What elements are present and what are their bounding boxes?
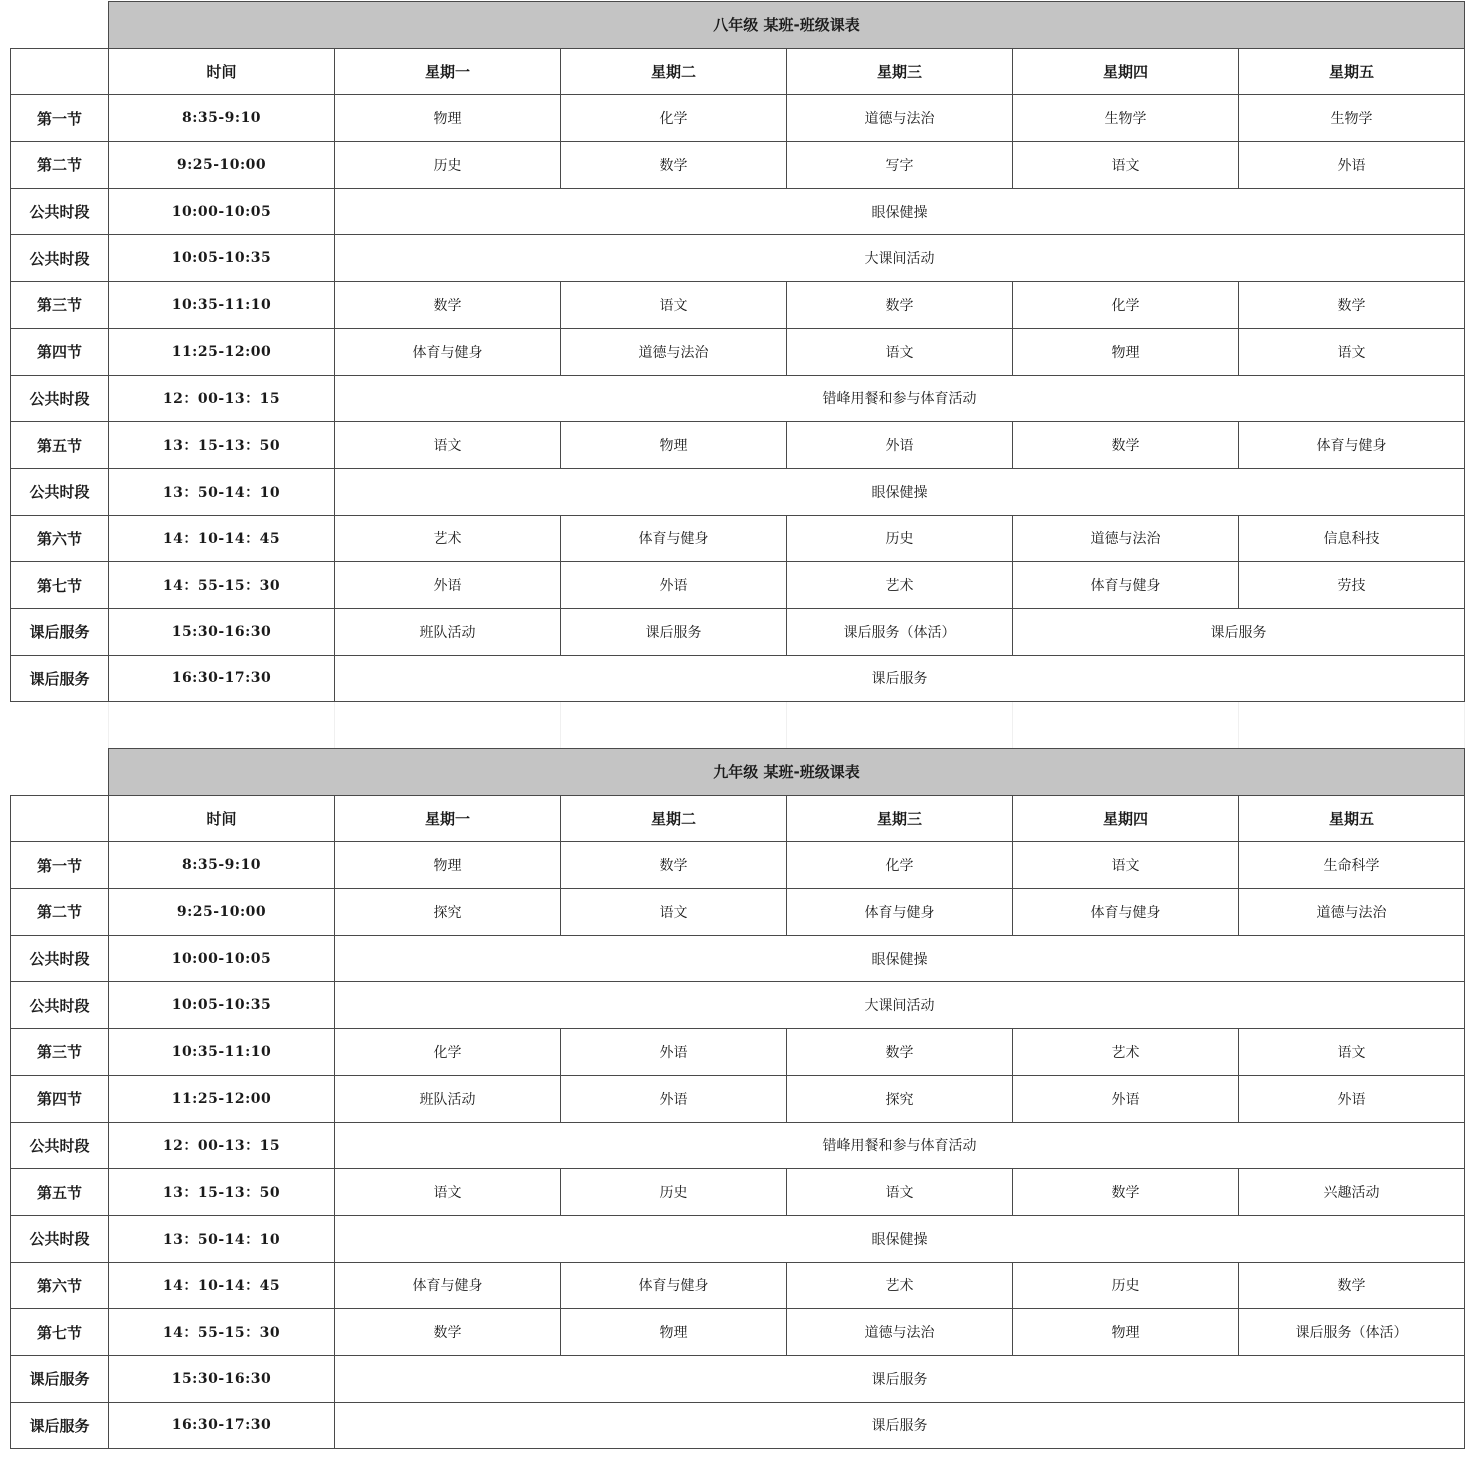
period-label: 第五节 <box>11 1169 109 1216</box>
table-gap <box>10 702 1465 748</box>
subject-cell: 道德与法治 <box>787 95 1013 142</box>
corner-cell <box>11 749 109 796</box>
time-range: 10:35-11:10 <box>109 282 335 329</box>
subject-cell: 数学 <box>1013 422 1239 469</box>
time-range: 10:05-10:35 <box>109 982 335 1029</box>
weekday-header: 星期四 <box>1013 48 1239 95</box>
subject-cell: 数学 <box>1013 1169 1239 1216</box>
subject-cell: 体育与健身 <box>1239 422 1465 469</box>
weekday-header: 星期五 <box>1239 48 1465 95</box>
table-title: 八年级 某班-班级课表 <box>109 2 1465 49</box>
subject-cell: 体育与健身 <box>335 328 561 375</box>
subject-cell: 语文 <box>787 1169 1013 1216</box>
time-range: 14：10-14：45 <box>109 1262 335 1309</box>
time-range: 13：50-14：10 <box>109 468 335 515</box>
time-range: 10:00-10:05 <box>109 188 335 235</box>
time-range: 13：15-13：50 <box>109 1169 335 1216</box>
title-row <box>11 749 1465 796</box>
merged-activity-cell: 课后服务 <box>335 1355 1465 1402</box>
subject-cell: 数学 <box>787 282 1013 329</box>
subject-cell: 生物学 <box>1013 95 1239 142</box>
time-range: 11:25-12:00 <box>109 328 335 375</box>
subject-cell: 体育与健身 <box>335 1262 561 1309</box>
time-range: 8:35-9:10 <box>109 842 335 889</box>
subject-cell: 语文 <box>335 1169 561 1216</box>
table-row <box>11 1029 1465 1076</box>
period-label: 第一节 <box>11 842 109 889</box>
subject-cell: 道德与法治 <box>1239 889 1465 936</box>
header-corner-cell <box>11 795 109 842</box>
subject-cell: 语文 <box>1013 142 1239 189</box>
merged-activity-cell: 大课间活动 <box>335 982 1465 1029</box>
weekday-header: 星期四 <box>1013 795 1239 842</box>
period-label: 第一节 <box>11 95 109 142</box>
subject-cell: 体育与健身 <box>1013 562 1239 609</box>
weekday-header: 星期二 <box>561 48 787 95</box>
subject-cell: 物理 <box>1013 328 1239 375</box>
time-range: 8:35-9:10 <box>109 95 335 142</box>
period-label: 公共时段 <box>11 375 109 422</box>
merged-activity-cell: 课后服务 <box>335 1402 1465 1449</box>
subject-cell: 探究 <box>787 1075 1013 1122</box>
subject-cell: 物理 <box>561 1309 787 1356</box>
table-row <box>11 562 1465 609</box>
subject-cell: 外语 <box>1239 1075 1465 1122</box>
time-range: 14：10-14：45 <box>109 515 335 562</box>
subject-cell: 体育与健身 <box>1013 889 1239 936</box>
table-row <box>11 95 1465 142</box>
merged-activity-cell: 眼保健操 <box>335 935 1465 982</box>
subject-cell: 信息科技 <box>1239 515 1465 562</box>
time-range: 14：55-15：30 <box>109 562 335 609</box>
header-corner-cell <box>11 48 109 95</box>
table-row <box>11 282 1465 329</box>
subject-cell: 化学 <box>1013 282 1239 329</box>
time-range: 15:30-16:30 <box>109 1355 335 1402</box>
subject-cell: 数学 <box>1239 1262 1465 1309</box>
merged-activity-cell: 眼保健操 <box>335 468 1465 515</box>
time-range: 11:25-12:00 <box>109 1075 335 1122</box>
subject-cell: 历史 <box>335 142 561 189</box>
subject-cell: 数学 <box>1239 282 1465 329</box>
time-range: 14：55-15：30 <box>109 1309 335 1356</box>
table-row <box>11 655 1465 702</box>
subject-cell: 劳技 <box>1239 562 1465 609</box>
subject-cell: 生物学 <box>1239 95 1465 142</box>
subject-cell: 课后服务（体活） <box>1239 1309 1465 1356</box>
period-label: 第二节 <box>11 889 109 936</box>
period-label: 第六节 <box>11 515 109 562</box>
table-row <box>11 1169 1465 1216</box>
period-label: 公共时段 <box>11 468 109 515</box>
subject-cell: 班队活动 <box>335 1075 561 1122</box>
weekday-header: 星期一 <box>335 48 561 95</box>
period-label: 课后服务 <box>11 655 109 702</box>
subject-cell: 外语 <box>335 562 561 609</box>
time-range: 16:30-17:30 <box>109 1402 335 1449</box>
merged-activity-cell: 眼保健操 <box>335 1215 1465 1262</box>
time-range: 10:35-11:10 <box>109 1029 335 1076</box>
subject-cell: 体育与健身 <box>787 889 1013 936</box>
subject-cell: 语文 <box>1239 328 1465 375</box>
subject-cell: 道德与法治 <box>561 328 787 375</box>
subject-cell: 历史 <box>1013 1262 1239 1309</box>
table-row <box>11 842 1465 889</box>
subject-cell: 外语 <box>561 1075 787 1122</box>
subject-cell: 历史 <box>787 515 1013 562</box>
weekday-header: 星期二 <box>561 795 787 842</box>
time-range: 16:30-17:30 <box>109 655 335 702</box>
header-row <box>11 48 1465 95</box>
weekday-header: 星期三 <box>787 795 1013 842</box>
subject-cell: 艺术 <box>787 1262 1013 1309</box>
subject-cell: 数学 <box>561 842 787 889</box>
grade8-timetable <box>10 1 1465 702</box>
subject-cell: 物理 <box>335 95 561 142</box>
subject-cell: 数学 <box>335 282 561 329</box>
subject-cell: 外语 <box>1239 142 1465 189</box>
merged-activity-cell: 错峰用餐和参与体育活动 <box>335 375 1465 422</box>
subject-cell: 课后服务（体活） <box>787 608 1013 655</box>
subject-cell: 化学 <box>787 842 1013 889</box>
period-label: 第四节 <box>11 328 109 375</box>
subject-cell: 兴趣活动 <box>1239 1169 1465 1216</box>
subject-cell: 数学 <box>787 1029 1013 1076</box>
subject-cell: 物理 <box>335 842 561 889</box>
table-row <box>11 1122 1465 1169</box>
table-row <box>11 1075 1465 1122</box>
table-row <box>11 1355 1465 1402</box>
title-row <box>11 2 1465 49</box>
header-row <box>11 795 1465 842</box>
subject-cell: 语文 <box>561 282 787 329</box>
subject-cell: 生命科学 <box>1239 842 1465 889</box>
subject-cell: 艺术 <box>1013 1029 1239 1076</box>
period-label: 第二节 <box>11 142 109 189</box>
subject-cell: 物理 <box>1013 1309 1239 1356</box>
period-label: 第五节 <box>11 422 109 469</box>
table-row <box>11 515 1465 562</box>
table-row <box>11 935 1465 982</box>
period-label: 公共时段 <box>11 188 109 235</box>
subject-cell: 数学 <box>335 1309 561 1356</box>
time-column-header: 时间 <box>109 795 335 842</box>
period-label: 公共时段 <box>11 1215 109 1262</box>
table-row <box>11 328 1465 375</box>
table-title: 九年级 某班-班级课表 <box>109 749 1465 796</box>
merged-activity-cell: 课后服务 <box>1013 608 1465 655</box>
period-label: 课后服务 <box>11 1355 109 1402</box>
subject-cell: 历史 <box>561 1169 787 1216</box>
subject-cell: 体育与健身 <box>561 1262 787 1309</box>
subject-cell: 探究 <box>335 889 561 936</box>
weekday-header: 星期三 <box>787 48 1013 95</box>
period-label: 第三节 <box>11 1029 109 1076</box>
table-row <box>11 375 1465 422</box>
time-column-header: 时间 <box>109 48 335 95</box>
grade9-timetable <box>10 748 1465 1449</box>
period-label: 公共时段 <box>11 235 109 282</box>
subject-cell: 外语 <box>787 422 1013 469</box>
subject-cell: 语文 <box>335 422 561 469</box>
weekday-header: 星期五 <box>1239 795 1465 842</box>
subject-cell: 课后服务 <box>561 608 787 655</box>
table-row <box>11 889 1465 936</box>
time-range: 12：00-13：15 <box>109 375 335 422</box>
period-label: 公共时段 <box>11 1122 109 1169</box>
subject-cell: 外语 <box>561 1029 787 1076</box>
table-row <box>11 235 1465 282</box>
subject-cell: 数学 <box>561 142 787 189</box>
period-label: 公共时段 <box>11 982 109 1029</box>
subject-cell: 语文 <box>1239 1029 1465 1076</box>
period-label: 课后服务 <box>11 608 109 655</box>
subject-cell: 体育与健身 <box>561 515 787 562</box>
table-row <box>11 982 1465 1029</box>
table-row <box>11 1215 1465 1262</box>
merged-activity-cell: 课后服务 <box>335 655 1465 702</box>
subject-cell: 外语 <box>1013 1075 1239 1122</box>
subject-cell: 语文 <box>787 328 1013 375</box>
time-range: 13：50-14：10 <box>109 1215 335 1262</box>
period-label: 第三节 <box>11 282 109 329</box>
period-label: 第六节 <box>11 1262 109 1309</box>
subject-cell: 外语 <box>561 562 787 609</box>
merged-activity-cell: 错峰用餐和参与体育活动 <box>335 1122 1465 1169</box>
subject-cell: 语文 <box>561 889 787 936</box>
subject-cell: 写字 <box>787 142 1013 189</box>
period-label: 课后服务 <box>11 1402 109 1449</box>
period-label: 第四节 <box>11 1075 109 1122</box>
time-range: 10:00-10:05 <box>109 935 335 982</box>
period-label: 公共时段 <box>11 935 109 982</box>
subject-cell: 道德与法治 <box>787 1309 1013 1356</box>
table-row <box>11 608 1465 655</box>
subject-cell: 道德与法治 <box>1013 515 1239 562</box>
merged-activity-cell: 眼保健操 <box>335 188 1465 235</box>
period-label: 第七节 <box>11 1309 109 1356</box>
subject-cell: 艺术 <box>787 562 1013 609</box>
time-range: 9:25-10:00 <box>109 889 335 936</box>
time-range: 12：00-13：15 <box>109 1122 335 1169</box>
merged-activity-cell: 大课间活动 <box>335 235 1465 282</box>
time-range: 9:25-10:00 <box>109 142 335 189</box>
corner-cell <box>11 2 109 49</box>
time-range: 15:30-16:30 <box>109 608 335 655</box>
table-row <box>11 1309 1465 1356</box>
period-label: 第七节 <box>11 562 109 609</box>
table-row <box>11 422 1465 469</box>
table-row <box>11 1262 1465 1309</box>
table-row <box>11 468 1465 515</box>
time-range: 13：15-13：50 <box>109 422 335 469</box>
subject-cell: 物理 <box>561 422 787 469</box>
time-range: 10:05-10:35 <box>109 235 335 282</box>
subject-cell: 化学 <box>335 1029 561 1076</box>
subject-cell: 班队活动 <box>335 608 561 655</box>
table-row <box>11 1402 1465 1449</box>
subject-cell: 化学 <box>561 95 787 142</box>
subject-cell: 艺术 <box>335 515 561 562</box>
table-row <box>11 142 1465 189</box>
table-row <box>11 188 1465 235</box>
weekday-header: 星期一 <box>335 795 561 842</box>
subject-cell: 语文 <box>1013 842 1239 889</box>
